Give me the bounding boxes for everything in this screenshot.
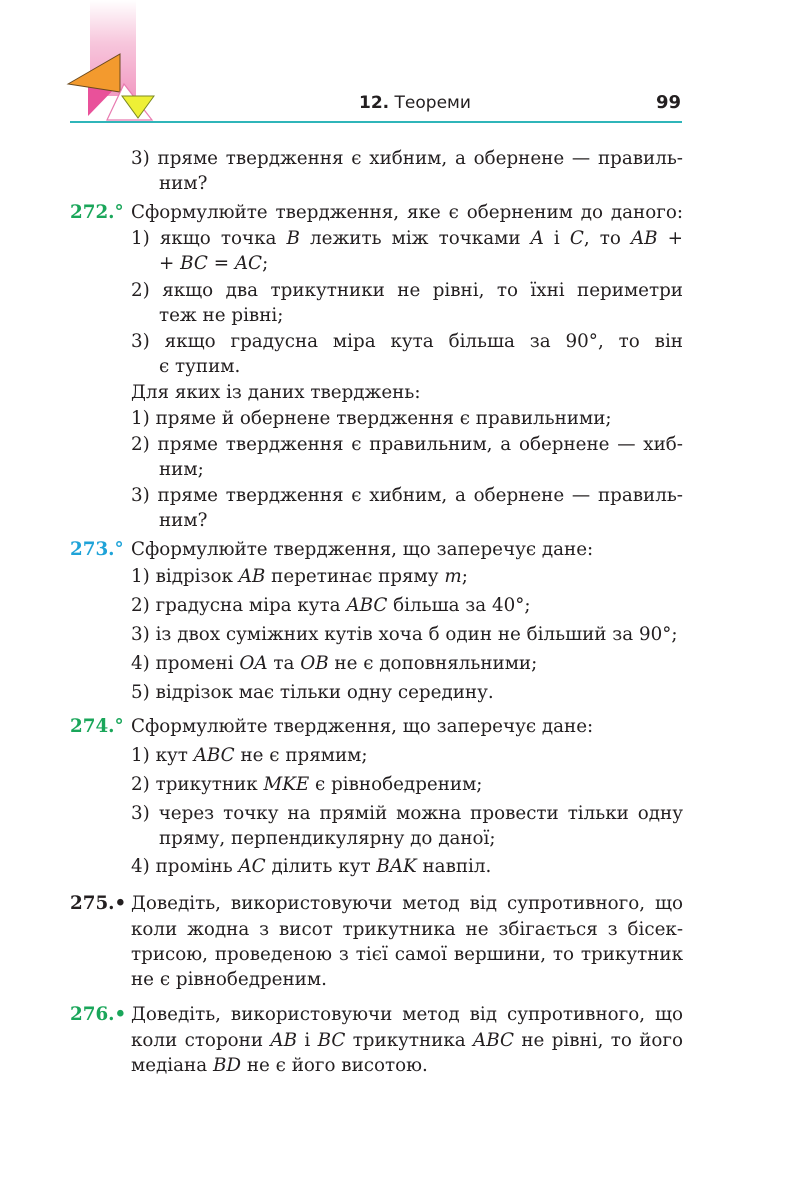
problem-276-line-2: коли сторони AB і BC трикутника ABC не рівні, то його: [131, 1030, 683, 1051]
problem-272-item-3-line-1: 3) якщо градусна міра кута більша за 90°, то він: [131, 331, 683, 352]
problem-274-intro: Сформулюйте твердження, що заперечує дане:: [131, 716, 594, 737]
problem-275-line-4: не є рівнобедреним.: [131, 969, 327, 990]
problem-272-answer-3-line-1: 3) пряме твердження є хибним, а обернене — правиль-: [131, 485, 683, 506]
problem-273-item-4: 4) промені OA та OB не є доповняльними;: [131, 653, 538, 674]
problem-272-answer-1: 1) пряме й обернене твердження є правильними;: [131, 408, 612, 429]
problem-274-number: 274.°: [70, 716, 124, 737]
prev-item-3-line-2: ним?: [159, 173, 208, 194]
problem-276-number: 276.•: [70, 1004, 127, 1025]
problem-273-number: 273.°: [70, 539, 124, 560]
problem-272-item-2-line-2: теж не рівні;: [159, 305, 284, 326]
problem-274-item-4: 4) промінь AC ділить кут BAK навпіл.: [131, 856, 492, 877]
problem-272-answer-2-line-1: 2) пряме твердження є правильним, а обернене — хиб-: [131, 434, 683, 455]
problem-272-answer-2-line-2: ним;: [159, 459, 204, 480]
problem-274-item-3-line-2: пряму, перпендикулярну до даної;: [159, 828, 496, 849]
problem-273-item-3: 3) із двох суміжних кутів хоча б один не більший за 90°;: [131, 624, 678, 645]
problem-272-number: 272.°: [70, 202, 124, 223]
problem-273-item-5: 5) відрізок має тільки одну середину.: [131, 682, 494, 703]
problem-275-line-3: трисою, проведеною з тієї самої вершини, то трикутник: [131, 944, 683, 965]
page-number: 99: [656, 92, 682, 113]
problem-276-line-1: Доведіть, використовуючи метод від супротивного, що: [131, 1004, 683, 1025]
problem-275-line-2: коли жодна з висот трикутника не збігається з бісек-: [131, 919, 683, 940]
chapter-title: 12. Теореми: [359, 93, 471, 113]
triangles-logo-icon: [62, 48, 162, 126]
problem-272-item-1-line-1: 1) якщо точка B лежить між точками A і C, то AB +: [131, 228, 683, 249]
prev-item-3-line-1: 3) пряме твердження є хибним, а обернене — правиль-: [131, 148, 683, 169]
problem-274-item-1: 1) кут ABC не є прямим;: [131, 745, 368, 766]
problem-272-item-3-line-2: є тупим.: [159, 356, 241, 377]
problem-274-item-2: 2) трикутник MKE є рівнобедреним;: [131, 774, 483, 795]
problem-276-line-3: медіана BD не є його висотою.: [131, 1055, 428, 1076]
problem-273-item-2: 2) градусна міра кута ABC більша за 40°;: [131, 595, 531, 616]
problem-275-number: 275.•: [70, 893, 127, 914]
problem-272-answer-3-line-2: ним?: [159, 510, 208, 531]
problem-272-question: Для яких із даних тверджень:: [131, 382, 421, 403]
header-rule: [70, 121, 682, 123]
problem-273-intro: Сформулюйте твердження, що заперечує дане:: [131, 539, 594, 560]
problem-275-line-1: Доведіть, використовуючи метод від супротивного, що: [131, 893, 683, 914]
problem-272-item-2-line-1: 2) якщо два трикутники не рівні, то їхні периметри: [131, 280, 683, 301]
problem-272-item-1-line-2: + BC = AC;: [159, 253, 269, 274]
problem-272-intro: Сформулюйте твердження, яке є оберненим до даного:: [131, 202, 683, 223]
problem-273-item-1: 1) відрізок AB перетинає пряму m;: [131, 566, 468, 587]
problem-274-item-3-line-1: 3) через точку на прямій можна провести тільки одну: [131, 803, 683, 824]
